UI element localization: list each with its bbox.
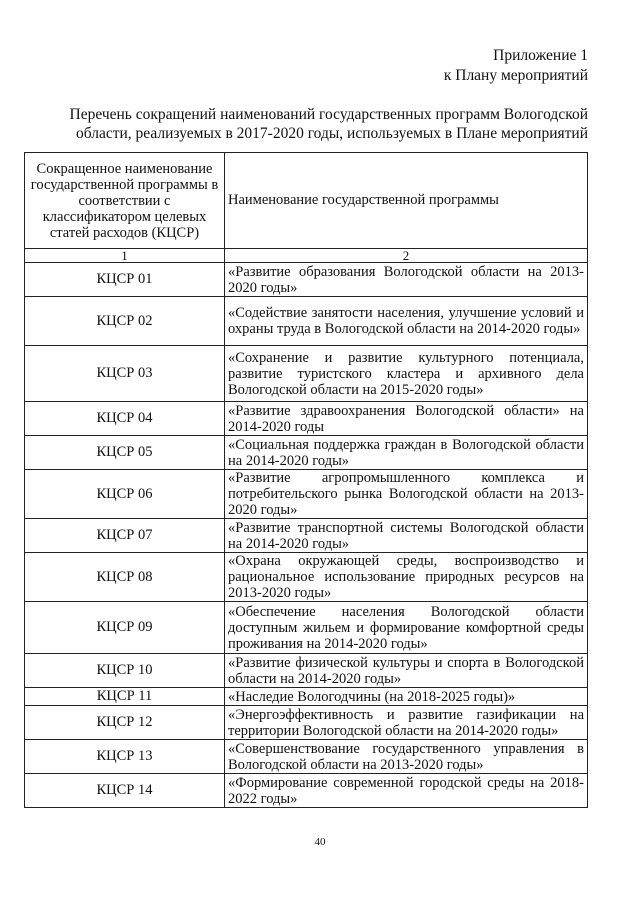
program-code: КЦСР 04: [25, 402, 225, 436]
program-name: «Формирование современной городской среды на 2018-2022 годы»: [225, 774, 588, 808]
table-row: [25, 654, 588, 688]
program-name: «Содействие занятости населения, улучшение условий и охраны труда в Вологодской области на 2014-2020 годы»: [225, 297, 588, 346]
table-row: [25, 740, 588, 774]
program-name: «Социальная поддержка граждан в Вологодской области на 2014-2020 годы»: [225, 436, 588, 470]
program-name: «Сохранение и развитие культурного потенциала, развитие туристского кластера и архивного дела Вологодской области на 2015-2020 годы»: [225, 346, 588, 402]
column-number-row: [25, 249, 588, 263]
page-number: 40: [314, 836, 326, 848]
program-code: КЦСР 11: [25, 688, 225, 706]
table-body: [25, 263, 588, 808]
table-row: [25, 263, 588, 297]
table-row: [25, 402, 588, 436]
program-code: КЦСР 09: [25, 602, 225, 654]
program-name: «Развитие образования Вологодской области на 2013-2020 годы»: [225, 263, 588, 297]
program-code: КЦСР 03: [25, 346, 225, 402]
program-code: КЦСР 02: [25, 297, 225, 346]
table-row: [25, 436, 588, 470]
program-name: «Развитие физической культуры и спорта в Вологодской области на 2014-2020 годы»: [225, 654, 588, 688]
table-row: [25, 774, 588, 808]
column-number-2: 2: [225, 249, 588, 263]
column-header-abbreviation: Сокращенное наименование государственной программы в соответствии с классификатором целевых статей расходов (КЦСР): [25, 153, 225, 249]
table-row: [25, 519, 588, 553]
appendix-caption: [444, 46, 588, 86]
title-line-2: области, реализуемых в 2017-2020 годы, используемых в Плане мероприятий: [75, 125, 588, 142]
program-code: КЦСР 08: [25, 553, 225, 602]
appendix-line-2: к Плану мероприятий: [443, 67, 588, 84]
program-name: «Развитие здравоохранения Вологодской области» на 2014-2020 годы: [225, 402, 588, 436]
appendix-line-1: Приложение 1: [493, 47, 588, 64]
program-name: «Совершенствование государственного управления в Вологодской области на 2013-2020 годы»: [225, 740, 588, 774]
document-title: [60, 105, 588, 143]
program-code: КЦСР 01: [25, 263, 225, 297]
column-number-1: 1: [25, 249, 225, 263]
program-name: «Наследие Вологодчины (на 2018-2025 годы)»: [225, 688, 588, 706]
column-header-program-name: Наименование государственной программы: [225, 153, 588, 249]
programs-table: [24, 152, 588, 808]
table-row: [25, 553, 588, 602]
table-row: [25, 602, 588, 654]
program-name: «Охрана окружающей среды, воспроизводство и рациональное использование природных ресурсов на 2013-2020 годы»: [225, 553, 588, 602]
program-name: «Развитие агропромышленного комплекса и потребительского рынка Вологодской области на 2013-2020 годы»: [225, 470, 588, 519]
program-code: КЦСР 12: [25, 706, 225, 740]
program-code: КЦСР 07: [25, 519, 225, 553]
table-row: [25, 688, 588, 706]
program-code: КЦСР 06: [25, 470, 225, 519]
table-row: [25, 297, 588, 346]
program-name: «Обеспечение населения Вологодской области доступным жильем и формирование комфортной среды проживания на 2014-2020 годы»: [225, 602, 588, 654]
program-name: «Развитие транспортной системы Вологодской области на 2014-2020 годы»: [225, 519, 588, 553]
program-name: «Энергоэффективность и развитие газификации на территории Вологодской области на 2014-2020 годы»: [225, 706, 588, 740]
table-header-row: [25, 153, 588, 249]
table-row: [25, 706, 588, 740]
table-row: [25, 346, 588, 402]
program-code: КЦСР 14: [25, 774, 225, 808]
program-code: КЦСР 13: [25, 740, 225, 774]
table-row: [25, 470, 588, 519]
program-code: КЦСР 05: [25, 436, 225, 470]
title-line-1: Перечень сокращений наименований государственных программ Вологодской: [69, 106, 588, 123]
program-code: КЦСР 10: [25, 654, 225, 688]
